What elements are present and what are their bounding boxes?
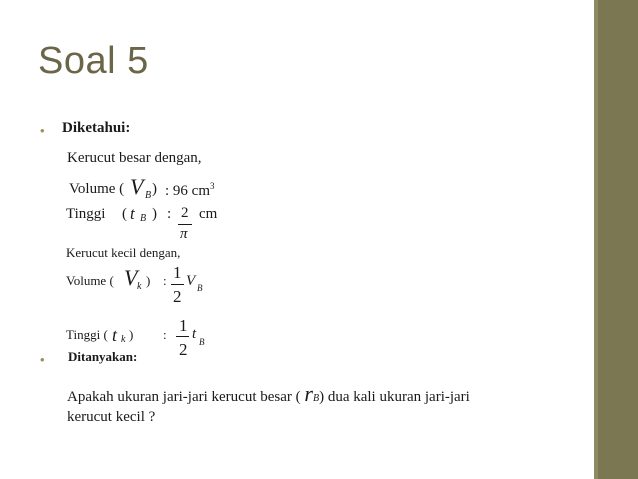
tinggi-fraction-bar [178,224,192,225]
diketahui-label: Diketahui: [62,120,131,136]
tk-rhs-sub: B [199,337,205,347]
tk-var: t [112,325,118,345]
vk-var: V [124,265,138,290]
tinggi-numerator: 2 [181,205,189,221]
tk-colon: : [163,327,167,342]
volume-close: ) [152,181,157,197]
volume-sub: B [145,190,152,201]
tinggi-var: t [130,204,135,223]
vk-rhs: V [186,273,196,289]
kerucut-besar-line: Kerucut besar dengan, [67,150,202,166]
tinggi-colon: : [167,206,172,222]
tk-rhs: t [192,326,197,342]
volume-label: Volume ( [69,181,125,197]
vk-colon: : [163,273,167,288]
volume-var: V [130,174,144,199]
tinggi-close: ) [152,206,157,222]
tk-denominator: 2 [179,340,188,359]
vk-rhs-sub: B [197,283,203,293]
volume-value: : 96 $cm^3$ [165,181,215,199]
tk-label: Tinggi ( [66,327,108,342]
vk-label: Volume ( [66,273,114,288]
vk-close: ) [146,273,151,288]
tk-numerator: 1 [179,316,188,335]
bullet-diketahui: • [40,123,45,138]
tinggi-unit: cm [199,206,218,222]
ditanyakan-label: Ditanyakan: [68,349,138,364]
slide-title: Soal 5 [38,40,149,82]
vk-denominator: 2 [173,287,182,306]
side-accent-edge [594,0,598,479]
vk-numerator: 1 [173,263,182,282]
tinggi-denominator: π [180,226,188,242]
tk-fraction-bar [176,336,189,337]
tinggi-open: ( [122,206,127,222]
tinggi-sub: B [140,213,147,224]
tk-sub: k [121,334,126,345]
bullet-ditanyakan: • [40,352,45,367]
question-line-1: Apakah ukuran jari-jari kerucut besar ( rB) dua kali ukuran jari-jari [67,381,470,406]
side-accent-bar [594,0,638,479]
kerucut-kecil-line: Kerucut kecil dengan, [66,245,181,260]
tk-close: ) [129,327,134,342]
vk-fraction-bar [171,284,184,285]
vk-sub: k [137,281,142,292]
tinggi-label: Tinggi [66,206,106,222]
question-line-2: kerucut kecil ? [67,409,156,425]
